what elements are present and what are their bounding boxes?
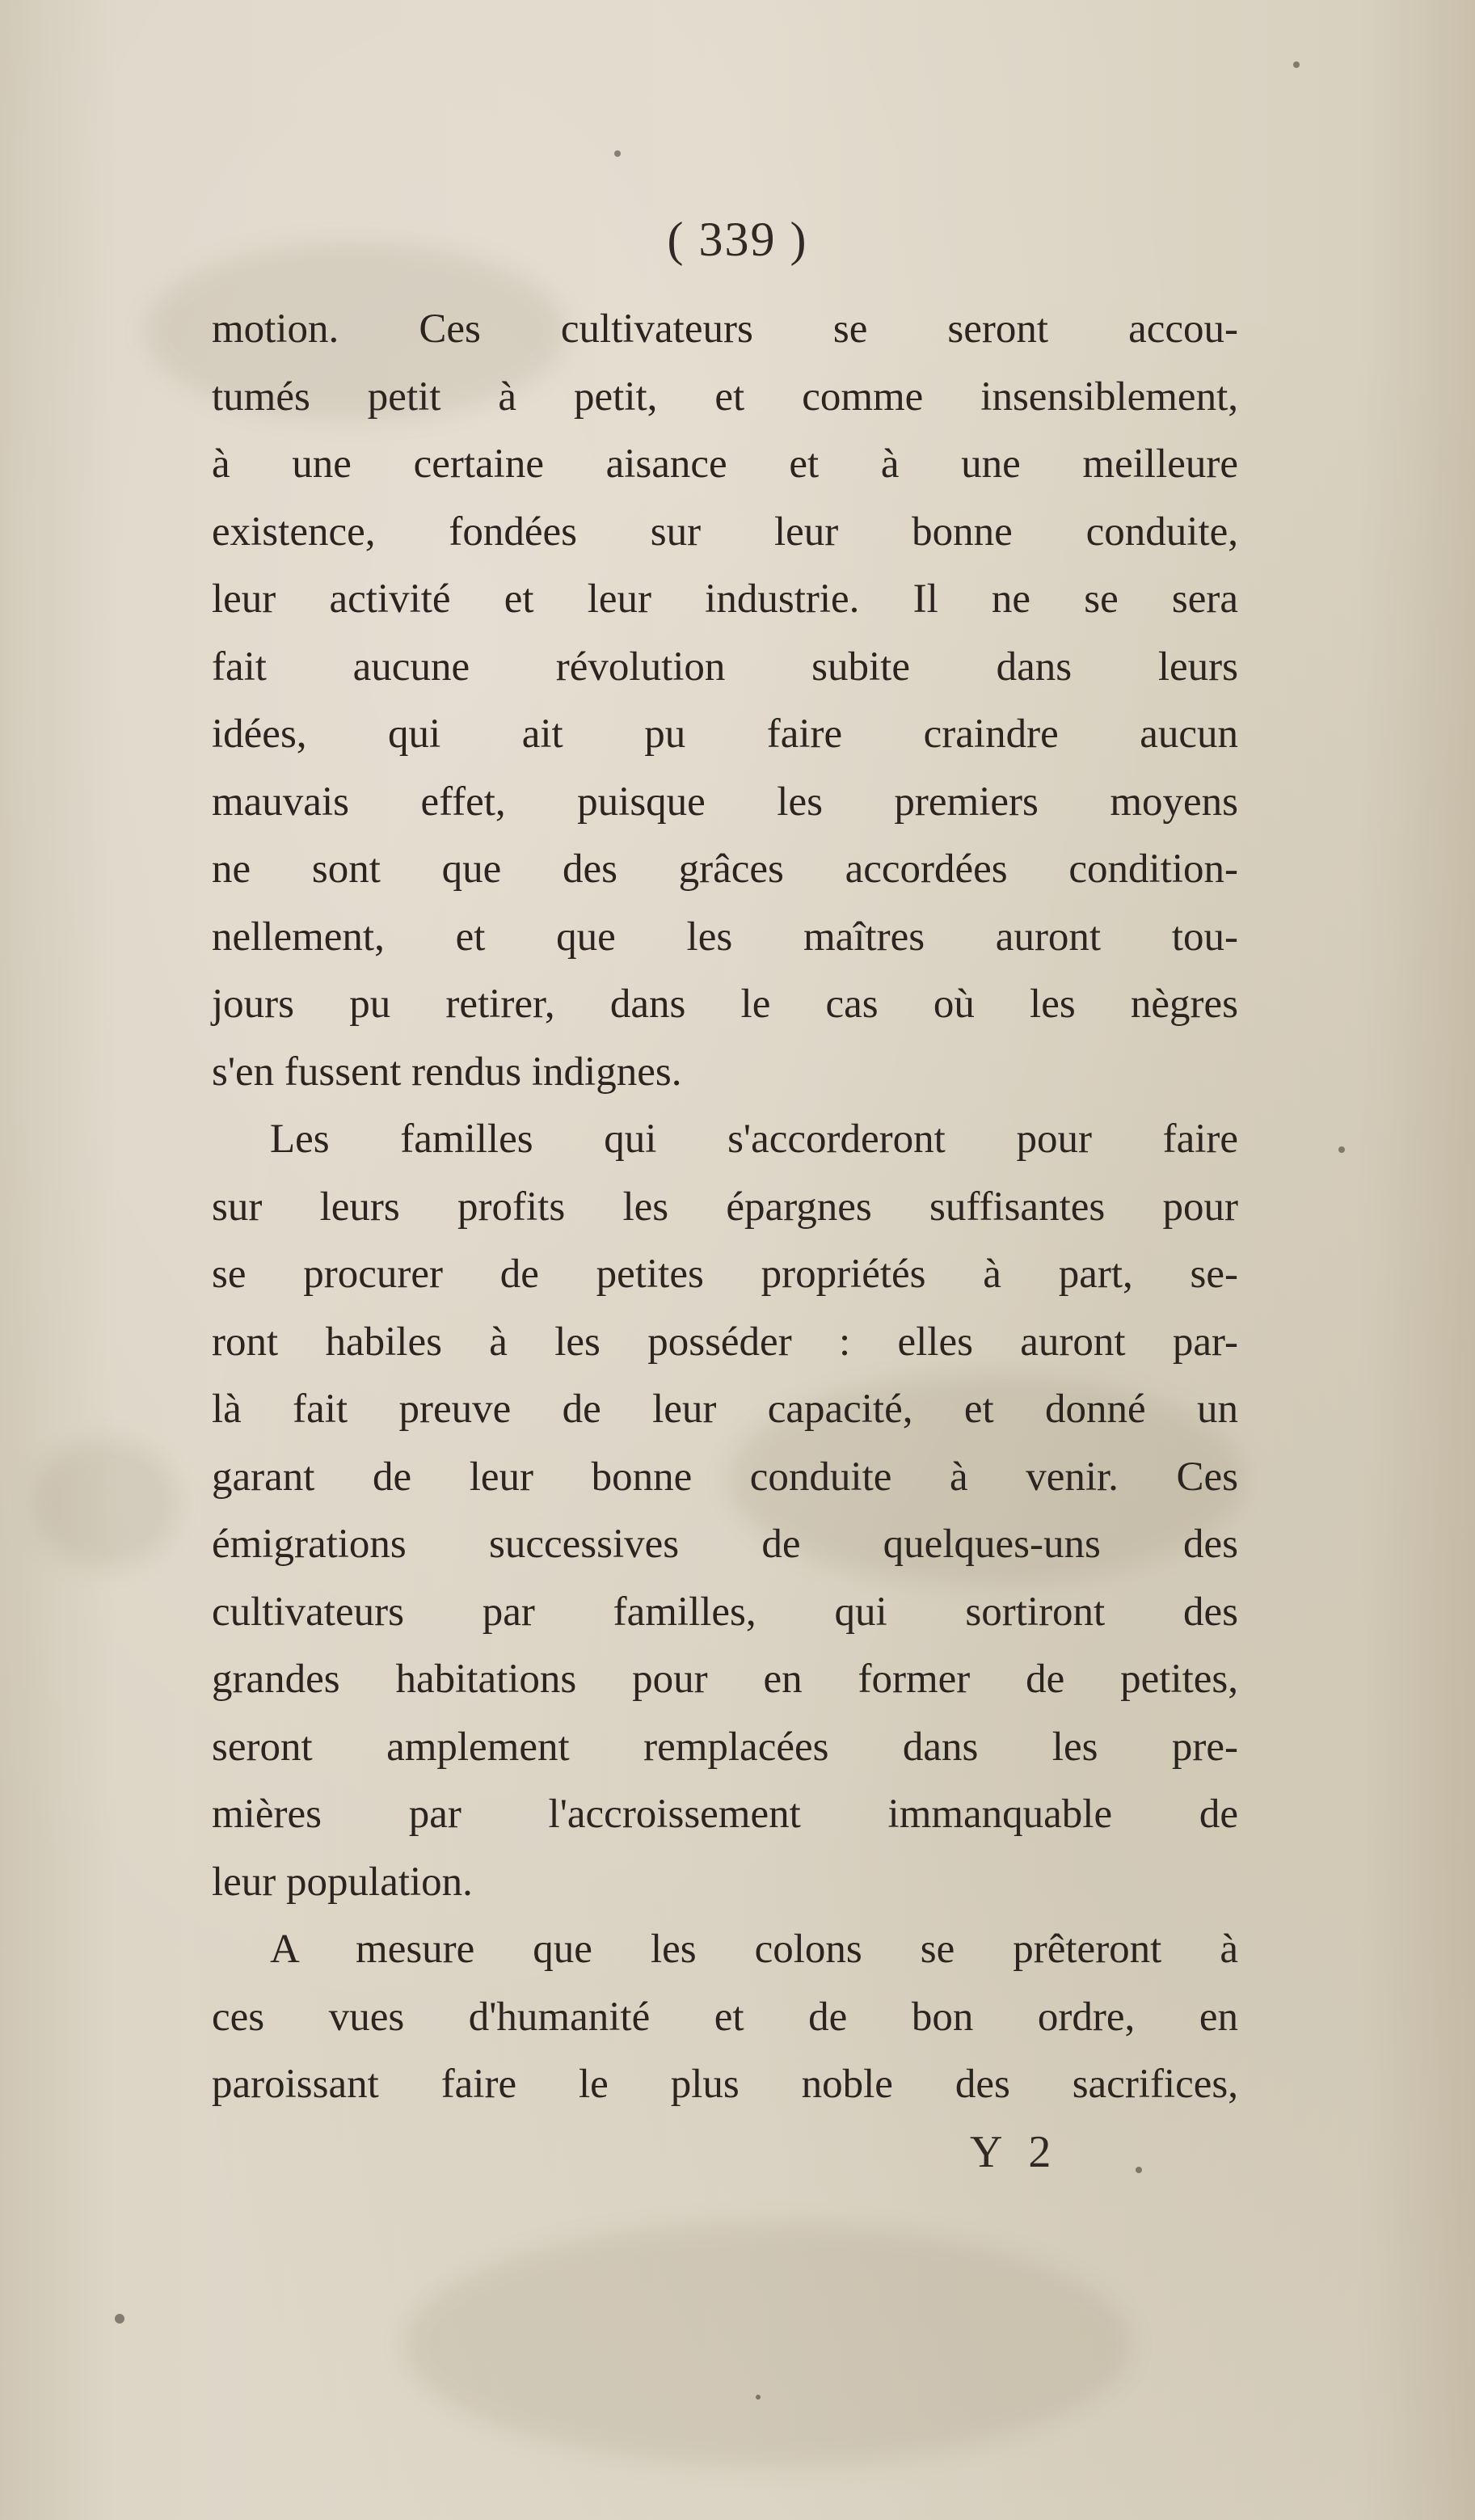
text-line: garant de leur bonne conduite à venir. Ces (212, 1454, 1238, 1500)
text-line: tumés petit à petit, et comme insensiblement, (212, 374, 1238, 420)
paper-speck (115, 2314, 124, 2324)
paper-speck (756, 2395, 761, 2400)
text-line: émigrations successives de quelques-uns des (212, 1522, 1238, 1567)
paper-speck (1136, 2167, 1142, 2173)
text-line: grandes habitations pour en former de petites, (212, 1657, 1238, 1702)
text-line: seront amplement remplacées dans les pre- (212, 1724, 1238, 1770)
text-line: ne sont que des grâces accordées condition- (212, 846, 1238, 892)
text-line: leur activité et leur industrie. Il ne se sera (212, 576, 1238, 622)
text-line: jours pu retirer, dans le cas où les nègres (212, 981, 1238, 1027)
text-line: se procurer de petites propriétés à part, se- (212, 1252, 1238, 1297)
text-line: mières par l'accroissement immanquable de (212, 1792, 1238, 1837)
text-line: Les familles qui s'accorderont pour faire (270, 1116, 1238, 1162)
text-line: nellement, et que les maîtres auront tou- (212, 914, 1238, 960)
text-line: leur population. (212, 1859, 473, 1905)
signature-mark: Y 2 (970, 2127, 1060, 2177)
text-line: cultivateurs par familles, qui sortiront des (212, 1589, 1238, 1635)
text-line: mauvais effet, puisque les premiers moyens (212, 779, 1238, 825)
page-number-header: ( 339 ) (667, 213, 808, 266)
body-text (212, 296, 1238, 2119)
paper-stain (404, 2223, 1132, 2466)
text-line: là fait preuve de leur capacité, et donné un (212, 1387, 1238, 1432)
text-line: à une certaine aisance et à une meilleure (212, 441, 1238, 487)
text-line: ces vues d'humanité et de bon ordre, en (212, 1994, 1238, 2040)
paper-speck (1338, 1146, 1345, 1153)
paper-speck (614, 150, 621, 157)
text-line: idées, qui ait pu faire craindre aucun (212, 711, 1238, 757)
text-line: paroissant faire le plus noble des sacrifices, (212, 2062, 1238, 2107)
text-line: A mesure que les colons se prêteront à (270, 1927, 1238, 1972)
text-line: fait aucune révolution subite dans leurs (212, 644, 1238, 690)
text-line: existence, fondées sur leur bonne conduite, (212, 509, 1238, 555)
text-line: s'en fussent rendus indignes. (212, 1049, 682, 1095)
paper-speck (1293, 61, 1300, 68)
text-line: sur leurs profits les épargnes suffisantes pour (212, 1184, 1238, 1230)
text-line: ront habiles à les posséder : elles auront par- (212, 1319, 1238, 1365)
paper-stain (32, 1439, 178, 1568)
text-line: motion. Ces cultivateurs se seront accou- (212, 306, 1238, 352)
